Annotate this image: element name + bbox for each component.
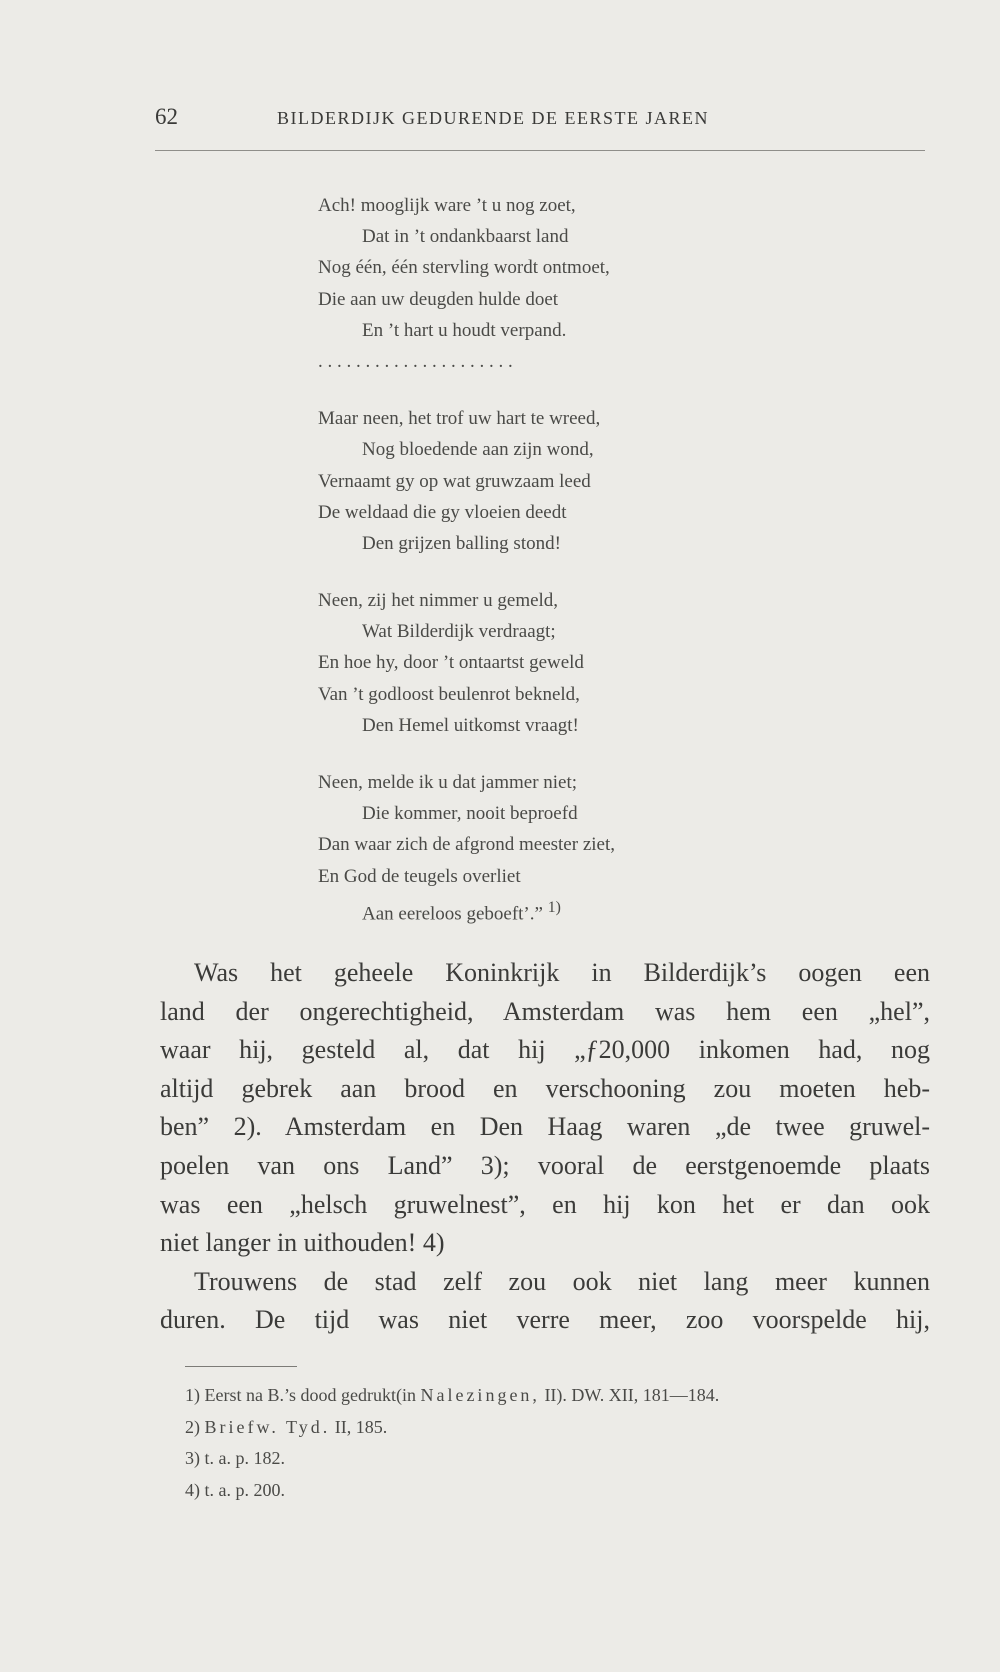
poem-line: En ’t hart u houdt verpand. [362,319,567,341]
poem-line: Ach! mooglijk ware ’t u nog zoet, [318,195,576,216]
poem-line: Maar neen, het trof uw hart te wreed, [318,408,601,430]
body-line: ben” 2). Amsterdam en Den Haag waren „de twee gruwel- [160,1112,930,1142]
poem-line: Neen, zij het nimmer u gemeld, [318,590,559,612]
footnote-mark: 2) [185,1416,200,1437]
poem-line [318,892,918,923]
body-line: Trouwens de stad zelf zou ook niet lang meer kunnen [194,1266,930,1296]
footnote-text: II, 185. [330,1416,388,1437]
poem-line: En hoe hy, door ’t ontaartst geweld [318,652,584,674]
body-line: Was het geheele Koninkrijk in Bilderdijk’s oogen een [194,958,930,987]
poem-line: Den Hemel uitkomst vraagt! [362,714,579,736]
running-title: BILDERDIJK GEDURENDE DE EERSTE JAREN [277,108,709,128]
footnote [185,1475,945,1507]
footnote-text: Eerst na B.’s dood gedrukt(in [204,1385,421,1405]
body-line: altijd gebrek aan brood en verschooning zou moeten heb- [160,1073,930,1103]
footnote [185,1380,945,1412]
body-paragraph [160,954,930,1340]
footnote-text: II). DW. XII, 181—184. [539,1385,720,1405]
poem-line: Die aan uw deugden hulde doet [318,288,559,310]
poem-line: Nog bloedende aan zijn wond, [362,439,594,461]
poem-line: Dat in ’t ondankbaarst land [362,226,569,248]
footnote [185,1412,945,1444]
body-line: duren. De tijd was niet verre meer, zoo voorspelde hij, [160,1305,930,1335]
footnote-text: t. a. p. 200. [204,1479,285,1500]
footnote-ref: 1) [547,898,561,916]
body-line: poelen van ons Land” 3); vooral de eerstgenoemde plaats [160,1150,930,1180]
header-rule [155,150,925,151]
poem-line: Dan waar zich de afgrond meester ziet, [318,834,615,856]
poem-line-text: Aan eereloos geboeft’.” [362,903,543,925]
poem [318,190,918,923]
poem-line: Vernaamt gy op wat gruwzaam leed [318,470,591,492]
poem-line: De weldaad die gy vloeien deedt [318,501,567,523]
poem-line: Neen, melde ik u dat jammer niet; [318,772,578,793]
footnote-title: Nalezingen, [420,1385,540,1405]
page-number: 62 [155,104,178,129]
poem-line: Van ’t godloost beulenrot bekneld, [318,683,580,705]
poem-line: Den grijzen balling stond! [362,532,561,554]
body-line: land der ongerechtigheid, Amsterdam was hem een „hel”, [160,996,930,1026]
footnote-rule [185,1366,297,1367]
body-line: waar hij, gesteld al, dat hij „ƒ20,000 inkomen had, nog [160,1035,930,1065]
footnote-title: Briefw. Tyd. [204,1416,331,1437]
poem-line: Die kommer, nooit beproefd [362,803,578,825]
footnote-text: t. a. p. 182. [204,1448,285,1468]
footnotes [185,1380,945,1506]
poem-line: Nog één, één stervling wordt ontmoet, [318,257,610,279]
footnote-mark: 1) [185,1385,200,1405]
poem-line: Wat Bilderdijk verdraagt; [362,621,556,643]
footnote-mark: 3) [185,1448,200,1468]
poem-ellipsis: . . . . . . . . . . . . . . . . . . . . . [318,350,513,372]
footnote-mark: 4) [185,1479,200,1500]
body-line: niet langer in uithouden! 4) [160,1228,445,1258]
running-header [155,104,925,138]
poem-line: En God de teugels overliet [318,865,521,887]
footnote [185,1443,945,1475]
body-line: was een „helsch gruwelnest”, en hij kon het er dan ook [160,1189,930,1219]
